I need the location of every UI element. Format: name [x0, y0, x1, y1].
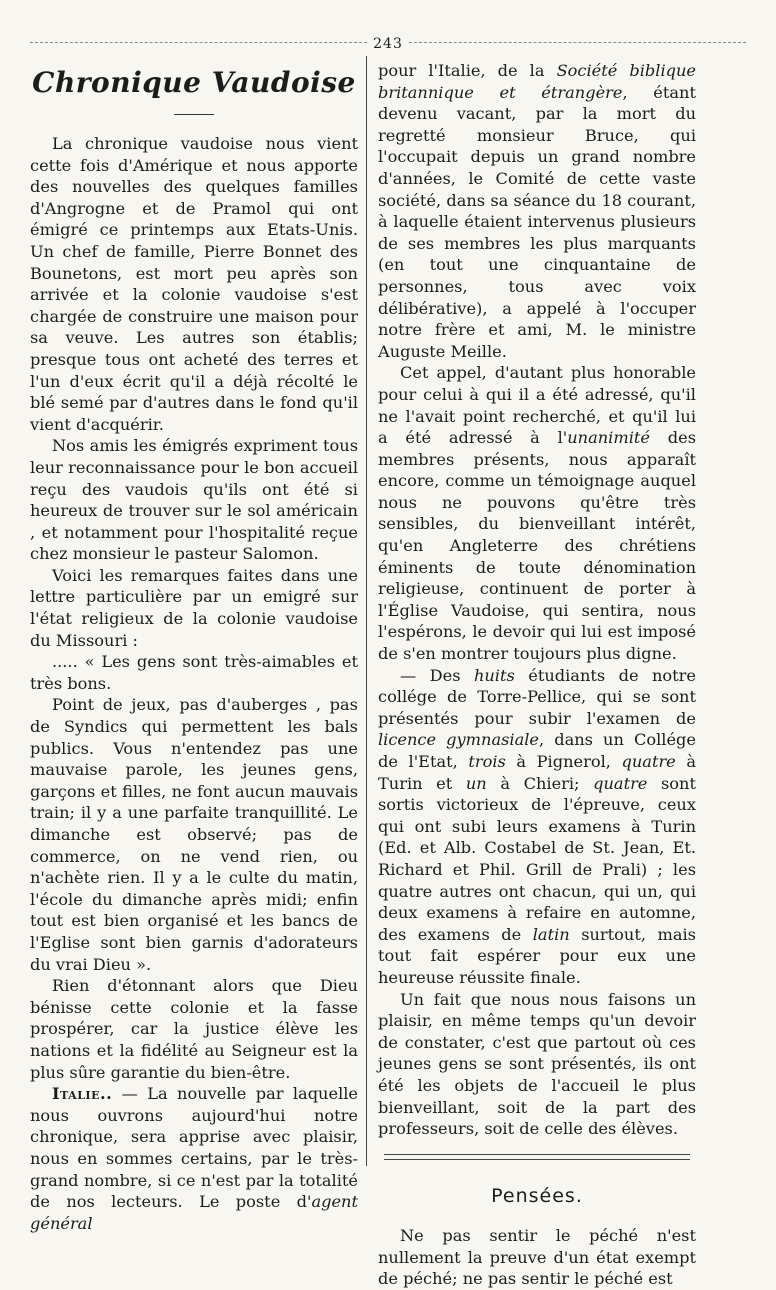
- text-run: sont sortis victorieux de l'épreuve, ceux qui ont subi leurs examens à Turin (Ed. et Alb. Costabel de St. Jean, Et. Richard et Phil. Grill de Prali) ; les quatre autres ont chacun, qui un, qui deux examens à refaire en automne, des examens de: [378, 773, 696, 944]
- page-number: 243: [369, 36, 407, 52]
- text-run-italic: licence gymnasiale: [378, 730, 539, 750]
- paragraph-pensee: Ne pas sentir le péché n'est nullement la preuve d'un état exempt de péché; ne pas sentir le péché est: [378, 1226, 696, 1289]
- paragraph-blessing: Rien d'étonnant alors que Dieu bénisse cette colonie et la fasse prospérer, car la justice élève les nations et la fidélité au Seigneur est la plus sûre garantie du bien-être.: [30, 976, 358, 1082]
- text-run-italic: trois: [468, 752, 506, 771]
- paragraph-italie: [30, 1083, 358, 1234]
- paragraph-quote-body: Point de jeux, pas d'auberges , pas de Syndics qui permettent les bals publics. Vous n'entendez pas une mauvaise parole, les jeunes gens, garçons et filles, ne font aucun mauvais train; il y a une parfaite tranquillité. Le dimanche est observé; pas de commerce, on ne vend rien, ou n'achète rien. Il y a le culte du matin, l'école du dimanche après midi; enfin tout est bien organisé et les bancs de l'Eglise sont bien garnis d'adorateurs du vrai Dieu ».: [30, 695, 358, 974]
- text-run: pour l'Italie, de la: [378, 61, 557, 80]
- text-run: à Pignerol,: [505, 752, 622, 771]
- text-run-italic: un: [465, 773, 487, 793]
- text-run: — Des: [400, 665, 474, 685]
- text-run-italic: huits: [473, 665, 515, 685]
- italie-label: Italie..: [52, 1084, 113, 1104]
- text-run: à Turin et: [378, 752, 696, 793]
- title-rule: [174, 114, 214, 115]
- paragraph-welcome: Un fait que nous nous faisons un plaisir, en même temps qu'un devoir de constater, c'est que partout où ces jeunes gens se sont présentés, ils ont été les objets de l'accueil le plus bienveillant, soit de la part des professeurs, soit de celle des élèves.: [378, 989, 696, 1139]
- paragraph-students: [378, 665, 696, 989]
- text-run: , étant devenu vacant, par la mort du regretté monsieur Bruce, qui l'occupait depuis un grand nombre d'années, le Comité de cette vaste société, dans sa séance du 18 courant, à laquelle étaient intervenus plusieurs de ses membres les plus marquants (en tout une cinquantaine de personnes, tous avec voix délibérative), a appelé à l'occuper notre frère et ami, M. le ministre Auguste Meille.: [378, 82, 696, 361]
- paragraph-letter-intro: Voici les remarques faites dans une lettre particulière par un emigré sur l'état religieux de la colonie vaudoise du Missouri :: [30, 565, 358, 650]
- right-column: [378, 60, 696, 1290]
- text-run: , dans un Collége de l'Etat,: [378, 730, 696, 771]
- paragraph-emigrants: La chronique vaudoise nous vient cette fois d'Amérique et nous apporte des nouvelles des quelques familles d'Angrogne et de Pramol qui ont émigré ce printemps aux Etats-Unis. Un chef de famille, Pierre Bonnet des Bounetons, est mort peu après son arrivée et la colonie vaudoise s'est chargée de construire une maison pour sa veuve. Les autres son établis; presque tous ont acheté des terres et l'un d'eux écrit qu'il a déjà récolté le blé semé par d'autres dans le fond qu'il vient d'acquérir.: [30, 134, 358, 434]
- page-number-wrap: [0, 33, 776, 52]
- text-run: Cet appel, d'autant plus honorable pour celui à qui il a été adressé, qu'il ne l'avait point recherché, et qu'il lui a été adressé à l': [378, 363, 696, 448]
- text-run: étudiants de notre collége de Torre-Pellice, qui se sont présentés pour subir l'examen de: [378, 665, 696, 728]
- italie-text-em: agent général: [30, 1192, 358, 1233]
- paragraph-bible-society: [378, 60, 696, 362]
- text-run: des membres présents, nous apparaît encore, comme un témoignage auquel nous ne pouvons qu'être très sensibles, du bienveillant intérêt, qu'en Angleterre des chrétiens éminents de toute dénomination religieuse, continuent de porter à l'Église Vaudoise, qui sentira, nous l'espérons, le devoir qui lui est imposé de s'en montrer toujours plus digne.: [378, 428, 696, 664]
- article-title: Chronique Vaudoise: [32, 66, 356, 99]
- paragraph-appointment: [378, 362, 696, 664]
- text-run-italic: quatre: [593, 773, 648, 793]
- column-divider: [366, 56, 367, 1166]
- section-title-pensees: Pensées.: [491, 1184, 583, 1207]
- text-run-italic: unanimité: [567, 428, 650, 448]
- text-run: à Chieri;: [486, 773, 594, 793]
- text-run-italic: Société biblique britannique et étrangère: [378, 61, 696, 102]
- paragraph-quote-start: ..... « Les gens sont très-aimables et très bons.: [30, 652, 358, 693]
- italie-text-a: — La nouvelle par laquelle nous ouvrons aujourd'hui notre chronique, sera apprise avec plaisir, nous en sommes certains, par le très-grand nombre, si ce n'est par la totalité de nos lecteurs. Le poste d': [30, 1084, 358, 1212]
- text-run: surtout, mais tout fait espérer pour eux une heureuse réussite finale.: [378, 924, 696, 987]
- paragraph-gratitude: Nos amis les émigrés expriment tous leur reconnaissance pour le bon accueil reçu des vaudois qu'ils ont été si heureux de trouver sur le sol américain , et notamment pour l'hospitalité reçue chez monsieur le pasteur Salomon.: [30, 436, 358, 564]
- section-double-rule: [384, 1154, 690, 1160]
- text-run-italic: latin: [532, 924, 570, 944]
- text-run-italic: quatre: [621, 752, 676, 771]
- left-column: [30, 60, 358, 1234]
